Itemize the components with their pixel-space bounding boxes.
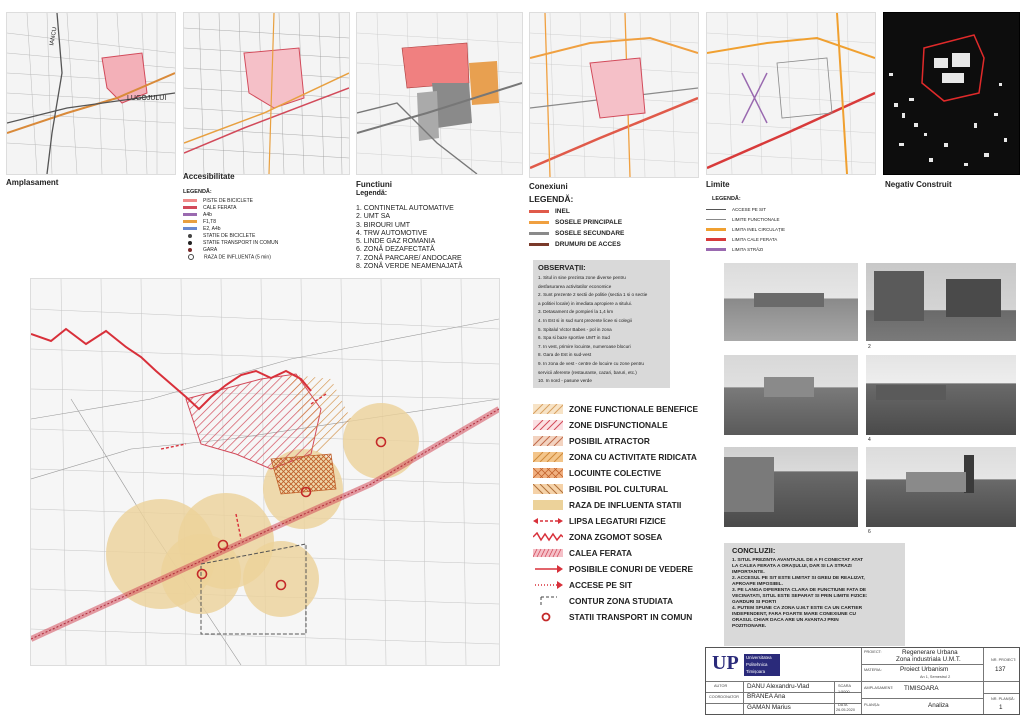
legend-swatch [533,516,563,526]
photo-number-4: 4 [868,437,871,443]
nr-plansa-value: 1 [999,704,1003,711]
observatii-item: desfasurarea activitatilor economice [538,283,612,289]
map-conexiuni [529,12,699,178]
concluzii-box [724,543,905,646]
observatii-item: 10. In nord - pasune verde [538,378,592,384]
observatii-item: 7. In vest, primire locuinte, numeroase blocuri [538,343,631,349]
map-title-amplasament: Amplasament [6,178,59,187]
legend-item: F1,T8 [183,219,343,226]
legend-item: 2. UMT SA [356,213,391,221]
nr-plansa-label: NR. PLANȘĂ: [991,697,1015,701]
legend-swatch [533,420,563,430]
materia-label: MATERIA: [864,668,882,672]
observatii-item: 4. In Est si in sud sunt prezente licee si colegii [538,317,632,323]
legend-swatch [533,548,563,558]
legend-swatch [533,452,563,462]
legend-item: RAZA DE INFLUENTA (5 min) [183,254,343,261]
concluzii-list [724,558,905,630]
legend-item: GARA [183,247,343,254]
main-legend: ZONE FUNCTIONALE BENEFICE ZONE DISFUNCTIONALE POSIBIL ATRACTOR ZONA CU ACTIVITATE RIDICATA LOCUINTE COLECTIVE POSIBIL POL CULTURAL RAZA DE INFLUENTA STATII LIPSA LEGATURI FIZICE ZONA ZGOMOT SOSEA CALEA FERATA POSIBILE CONURI DE VEDERE ACCESE PE SIT CONTUR ZONA STUDIATA STATII TRANSPORT IN COMUN [533,404,723,629]
site-photo-5 [724,447,858,527]
nr-proiect-value: 137 [995,666,1006,673]
limite-legend-title: LEGENDĂ: [712,196,741,202]
legend-item: SOSELE PRINCIPALE [529,217,624,228]
observatii-item: 8. Gara de Est in sud-vest [538,352,592,358]
observatii-item: 9. In zona de vest - centre de locuire cu zone pentru [538,360,644,366]
nr-proiect-label: NR. PROIECT: [991,658,1017,662]
legend-swatch [533,596,563,606]
legend-item: SOSELE SECUNDARE [529,228,624,239]
concluzii-item: 2. ACCESUL PE SIT ESTE LIMITAT SI GREU DE REALIZAT, [732,576,865,581]
map-title-conexiuni: Conexiuni [529,182,568,191]
map-label-iancu: IANCU [49,26,59,47]
map-amplasament-drawing [7,13,175,174]
legend-item: 6. ZONĂ DEZAFECTATĂ [356,246,435,254]
concluzii-item: APROAPE IMPOSIBIL. [732,582,783,587]
map-accesibilitate [183,12,350,175]
map-amplasament [6,12,176,175]
observatii-item: 5. Spitalul Victor Babes - pol in zona [538,326,612,332]
logo-line: Universitatea [746,655,772,660]
legend-item: LIMITE FUNCTIONALE [706,215,785,225]
observatii-item: servicii aferente (restaurante, cazari, baruri, etc.) [538,369,637,375]
concluzii-item: VECINATATI, SITUL ESTE SEPARAT SI PRIN LIMITE FIZICE: [732,594,868,599]
legend-item: 5. LINDE GAZ ROMANIA [356,238,436,246]
author-1: DANU Alexandru-Vlad [747,683,810,690]
map-functiuni-drawing [357,13,522,174]
site-photo-6 [866,447,1016,527]
author-2: BRANEA Ana [747,693,786,700]
main-analysis-map [30,278,500,666]
legend-item: 4. TRW AUTOMOTIVE [356,229,428,237]
proiect-label: PROIECT: [864,650,882,654]
legend-item: PISTE DE BICICLETE [183,198,343,205]
observatii-box [533,260,670,388]
legend-swatch [533,468,563,478]
accesibilitate-legend [183,198,343,261]
main-analysis-drawing [31,279,499,665]
map-label-lugojului: LUGOJULUI [127,95,167,102]
concluzii-title: CONCLUZII: [732,546,776,555]
concluzii-item: INDEPENDENT, FARA FOARTE MARE CONEXIUNE CU [732,612,857,617]
legend-item: 1. CONTINETAL AUTOMATIVE [356,205,454,212]
legend-swatch [533,564,563,574]
legend-item: 8. ZONĂ VERDE NEAMENAJATĂ [356,263,463,271]
scara-value: 1:5000 [838,690,850,694]
observatii-title: OBSERVAȚII: [538,263,586,272]
conexiuni-legend-title: LEGENDĂ: [529,194,574,204]
legend-item: A4b [183,212,343,219]
author-3: GAMAN Marius [747,704,791,711]
an-value: An 1, Semestrul 2 [920,675,951,679]
data-value: 26.05.2020 [836,708,856,712]
legend-swatch [533,580,563,590]
photo-number-6: 6 [868,529,871,535]
autor-label: AUTOR [714,684,728,688]
map-limite [706,12,876,175]
legend-item: 3. BIROURI UMT [356,221,411,229]
legend-item: INEL [529,206,624,217]
legend-item: CALE FERATA [183,205,343,212]
logo-line: Timișoara [746,669,766,674]
amplasament-label: AMPLASAMENT: [864,686,894,690]
map-title-functiuni: Functiuni [356,180,392,189]
observatii-item: a politiei locale) in imediata apropiere a sitului. [538,300,632,306]
site-photo-3 [724,355,858,435]
legend-item: DRUMURI DE ACCES [529,239,624,250]
concluzii-item: 1. SITUL PREZINTA AVANTAJUL DE A FI CONECTAT ATAT [732,558,864,563]
observatii-list [533,274,670,386]
legend-swatch [533,500,563,510]
observatii-item: 6. Spa si baze sportive UMT in Sud [538,335,610,341]
observatii-item: 3. Detasament de pompieri la 1,4 km [538,309,614,315]
amplasament-value: TIMISOARA [904,685,939,692]
map-negativ-drawing [884,13,1019,174]
site-photo-1 [724,263,858,341]
legend-swatch [533,612,563,622]
materia-value: Proiect Urbanism [900,666,949,673]
legend-swatch [533,436,563,446]
concluzii-item: 3. PE LANGA DIFERENTA CLARA DE FUNCTIUNE FATA DE [732,588,867,593]
legend-item: 7. ZONĂ PARCARE/ ANDOCARE [356,254,462,262]
legend-item: E2, A4b [183,226,343,233]
logo-line: Politehnica [746,662,768,667]
functiuni-legend-title: Legendă: [356,190,388,197]
legend-item: LIMITA INEL CIRCULAȚIE [706,225,785,235]
plansa-value: Analiza [928,702,949,709]
title-block [705,647,1020,715]
site-photo-4 [866,355,1016,435]
legend-item: LIMITA STRĂZI [706,245,785,255]
concluzii-item: ORASUL CHIAR DACA ARE UN AVANTAJ PRIN [732,618,839,623]
map-title-negativ-construit: Negativ Construit [885,180,952,189]
legend-item: STATIE DE BICICLETE [183,233,343,240]
legend-swatch [533,484,563,494]
legend-swatch [533,532,563,542]
plansa-label: PLANȘA: [864,703,881,707]
coordonator-label: COORDONATOR [709,695,740,699]
limite-legend [706,205,785,255]
map-limite-drawing [707,13,875,174]
legend-item: LIMITA CALE FERATA [706,235,785,245]
university-logo [712,652,784,678]
accesibilitate-legend-title: LEGENDĂ: [183,189,212,195]
concluzii-item: LA CALEA FERATA A ORAȘULUI, DAR SI LA STRAZI [732,564,852,569]
concluzii-item: POZITIONARE. [732,624,767,629]
proiect-value-line-2: Zona industriala U.M.T. [896,656,961,663]
photo-number-2: 2 [868,344,871,350]
functiuni-legend-list [356,205,462,271]
observatii-item: 2. Sunt prezente 2 sectii de politie (sectia 1 si o sectie [538,292,648,298]
conexiuni-legend [529,206,624,250]
legend-item: ACCESE PE SIT [706,205,785,215]
map-functiuni [356,12,523,175]
concluzii-item: IMPORTANTE. [732,570,765,575]
map-title-limite: Limite [706,180,730,189]
map-negativ-construit [883,12,1020,175]
observatii-item: 1. Situl in sine prezinta zone diverse pentru [538,275,626,280]
concluzii-item: GARDURI SI PORTI [732,600,777,605]
map-title-accesibilitate: Accesibilitate [183,172,235,181]
logo-mark: UP [712,652,739,674]
legend-item: STATIE TRANSPORT IN COMUN [183,240,343,247]
legend-swatch [533,404,563,414]
scara-label: SCARA [838,684,852,688]
site-photo-2 [866,263,1016,341]
proiect-value-line-1: Regenerare Urbana [902,649,958,656]
map-accesibilitate-drawing [184,13,349,174]
concluzii-item: 4. PUTEM SPUNE CA ZONA U.M.T ESTE CA UN CARTIER [732,606,863,611]
map-conexiuni-drawing [530,13,698,177]
data-label: DATA [838,703,848,707]
